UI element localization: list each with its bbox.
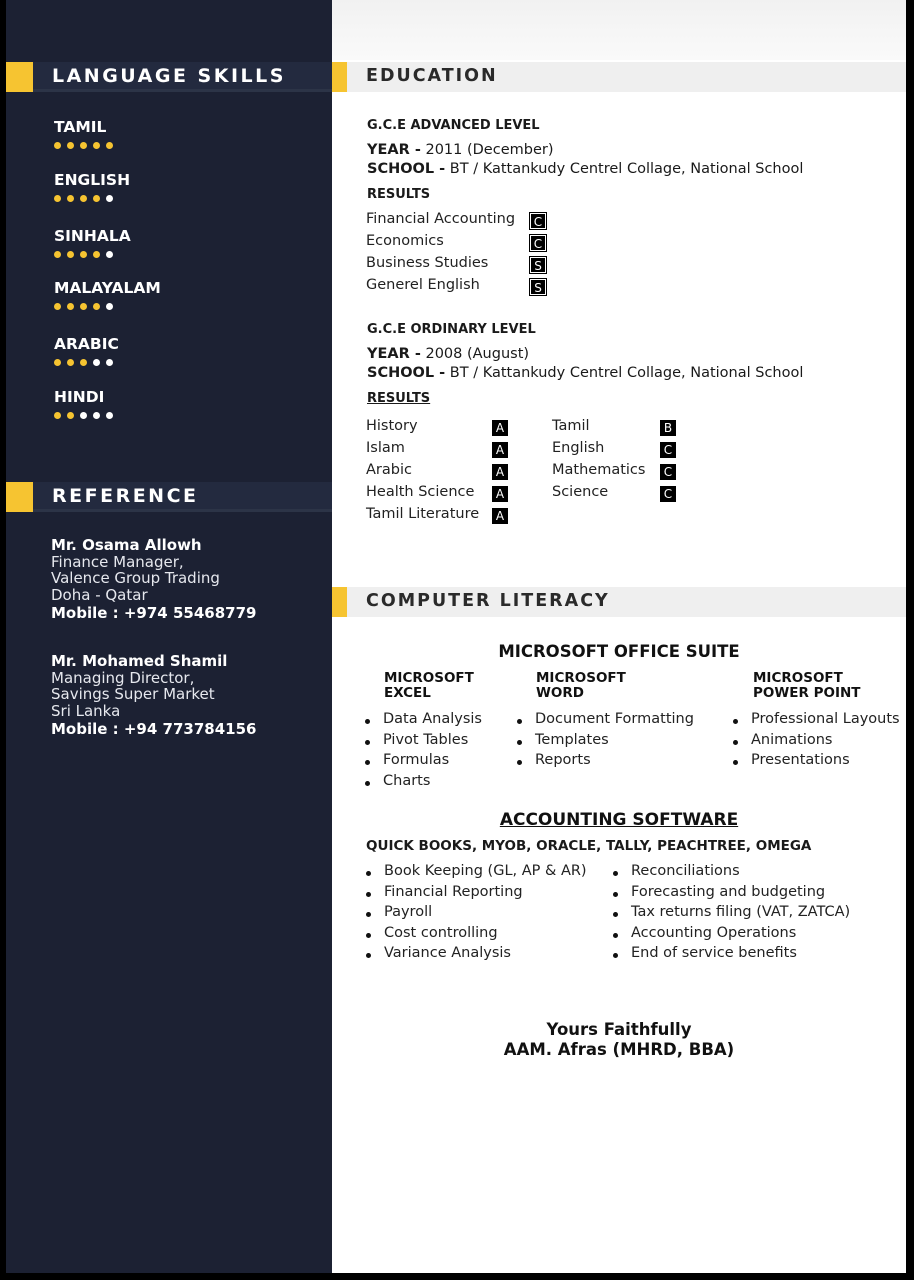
accent-bar (6, 482, 33, 512)
ol-school (367, 365, 803, 381)
rating-dot-filled (80, 303, 87, 310)
rating-dot-filled (54, 251, 61, 258)
ol-subject: History (366, 418, 418, 434)
resume-page (6, 0, 906, 1273)
list-item: Book Keeping (GL, AP & AR) (366, 863, 587, 884)
language-name: TAMIL (54, 118, 107, 136)
language-name: ARABIC (54, 335, 119, 353)
ol-grade: A (492, 464, 508, 480)
closing-text: Yours Faithfully (546, 1020, 692, 1039)
ol-grade: C (660, 464, 676, 480)
rating-dot-filled (67, 359, 74, 366)
rating-dot-filled (54, 359, 61, 366)
rating-dot-filled (80, 142, 87, 149)
list-item: Templates (517, 732, 694, 753)
rating-dot-filled (54, 412, 61, 419)
reference-position: Finance Manager, (51, 552, 184, 571)
al-results-label: RESULTS (367, 187, 431, 202)
al-subject: Business Studies (366, 255, 489, 271)
excel-heading (384, 671, 474, 701)
school-value: BT / Kattankudy Centrel Collage, National School (445, 365, 804, 381)
education-header (332, 62, 906, 92)
list-item: Reports (517, 752, 694, 773)
reference-position: Managing Director, (51, 668, 195, 687)
signature-block (332, 1020, 906, 1060)
reference-entry (51, 653, 321, 738)
reference-company: Savings Super Market (51, 685, 215, 703)
language-rating (54, 251, 254, 258)
rating-dot-filled (93, 142, 100, 149)
language-name: SINHALA (54, 227, 131, 245)
rating-dot-empty (106, 412, 113, 419)
language-rating (54, 142, 254, 149)
rating-dot-filled (67, 303, 74, 310)
ol-grade: A (492, 420, 508, 436)
rating-dot-filled (67, 195, 74, 202)
language-item (54, 388, 254, 419)
reference-mobile: Mobile : +94 773784156 (51, 720, 257, 738)
list-item: Tax returns filing (VAT, ZATCA) (613, 904, 850, 925)
rating-dot-empty (80, 412, 87, 419)
al-subject: Financial Accounting (366, 211, 516, 227)
school-value: BT / Kattankudy Centrel Collage, National School (445, 161, 804, 177)
al-year (367, 142, 553, 158)
list-item: Professional Layouts (733, 711, 900, 732)
year-label: YEAR - (367, 346, 421, 362)
rating-dot-filled (80, 251, 87, 258)
rating-dot-filled (80, 195, 87, 202)
rating-dot-empty (106, 251, 113, 258)
ol-grade: C (660, 442, 676, 458)
ol-year (367, 346, 529, 362)
office-suite-title: MICROSOFT OFFICE SUITE (498, 642, 740, 661)
accent-bar (332, 62, 347, 92)
language-rating (54, 195, 254, 202)
excel-heading-line1: MICROSOFT (384, 670, 474, 686)
language-item (54, 227, 254, 258)
list-item: Accounting Operations (613, 925, 850, 946)
accounting-skills-right (613, 863, 850, 966)
language-item (54, 118, 254, 149)
accent-bar (6, 62, 33, 92)
main-content (332, 0, 906, 1273)
rating-dot-filled (67, 142, 74, 149)
rating-dot-filled (54, 142, 61, 149)
rating-dot-filled (54, 195, 61, 202)
ol-grade: A (492, 486, 508, 502)
list-item: Animations (733, 732, 900, 753)
powerpoint-skills-list (733, 711, 900, 773)
language-skills-title: LANGUAGE SKILLS (52, 65, 286, 87)
list-item: End of service benefits (613, 945, 850, 966)
language-rating (54, 303, 254, 310)
powerpoint-heading-line2: POWER POINT (753, 685, 861, 701)
al-grade: C (530, 235, 546, 251)
al-grade: S (530, 279, 546, 295)
excel-heading-line2: EXCEL (384, 685, 431, 701)
list-item: Document Formatting (517, 711, 694, 732)
reference-title: REFERENCE (52, 485, 199, 507)
al-subject: Economics (366, 233, 444, 249)
reference-mobile: Mobile : +974 55468779 (51, 604, 257, 622)
al-heading: G.C.E ADVANCED LEVEL (367, 118, 540, 133)
list-item: Payroll (366, 904, 587, 925)
computer-literacy-title: COMPUTER LITERACY (366, 591, 610, 611)
language-item (54, 171, 254, 202)
language-item (54, 335, 254, 366)
ol-subject: Tamil (552, 418, 590, 434)
rating-dot-empty (106, 303, 113, 310)
rating-dot-filled (80, 359, 87, 366)
language-rating (54, 412, 254, 419)
powerpoint-heading-line1: MICROSOFT (753, 670, 843, 686)
ol-subject: English (552, 440, 605, 456)
year-value: 2011 (December) (420, 142, 554, 158)
powerpoint-heading (753, 671, 860, 701)
accounting-software-title: ACCOUNTING SOFTWARE (499, 810, 739, 830)
accounting-software-list: QUICK BOOKS, MYOB, ORACLE, TALLY, PEACHTREE, OMEGA (366, 838, 812, 854)
list-item: Variance Analysis (366, 945, 587, 966)
rating-dot-filled (93, 251, 100, 258)
rating-dot-filled (93, 303, 100, 310)
language-name: HINDI (54, 388, 105, 406)
rating-dot-filled (106, 142, 113, 149)
ol-subject: Science (552, 484, 609, 500)
reference-company: Valence Group Trading (51, 569, 220, 587)
list-item: Cost controlling (366, 925, 587, 946)
ol-results-label: RESULTS (367, 391, 431, 406)
school-label: SCHOOL - (367, 365, 446, 381)
language-item (54, 279, 254, 310)
list-item: Formulas (365, 752, 482, 773)
excel-skills-list (365, 711, 482, 793)
list-item: Data Analysis (365, 711, 482, 732)
al-subject: Generel English (366, 277, 480, 293)
ol-grade: A (492, 508, 508, 524)
word-heading-line2: WORD (536, 685, 584, 701)
rating-dot-filled (67, 412, 74, 419)
language-skills-header (6, 62, 332, 92)
ol-grade: B (660, 420, 676, 436)
ol-subject: Arabic (366, 462, 412, 478)
reference-location: Doha - Qatar (51, 585, 148, 604)
rating-dot-empty (106, 359, 113, 366)
list-item: Financial Reporting (366, 884, 587, 905)
rating-dot-filled (67, 251, 74, 258)
list-item: Forecasting and budgeting (613, 884, 850, 905)
ol-grade: A (492, 442, 508, 458)
ol-grade: C (660, 486, 676, 502)
ol-subject: Islam (366, 440, 405, 456)
word-heading-line1: MICROSOFT (536, 670, 626, 686)
rating-dot-empty (106, 195, 113, 202)
reference-entry (51, 537, 321, 622)
year-value: 2008 (August) (420, 346, 530, 362)
ol-subject: Health Science (366, 484, 475, 500)
top-shade (332, 0, 906, 60)
rating-dot-filled (93, 195, 100, 202)
education-title: EDUCATION (366, 66, 498, 86)
al-grade: S (530, 257, 546, 273)
sidebar (6, 0, 332, 1273)
ol-subject: Mathematics (552, 462, 646, 478)
language-rating (54, 359, 254, 366)
reference-name: Mr. Mohamed Shamil (51, 652, 228, 670)
school-label: SCHOOL - (367, 161, 446, 177)
ol-subject: Tamil Literature (366, 506, 480, 522)
list-item: Charts (365, 773, 482, 794)
language-name: ENGLISH (54, 171, 131, 189)
al-grade: C (530, 213, 546, 229)
accent-bar (332, 587, 347, 617)
ol-heading: G.C.E ORDINARY LEVEL (367, 322, 536, 337)
computer-literacy-header (332, 587, 906, 617)
accounting-skills-left (366, 863, 587, 966)
reference-header (6, 482, 332, 512)
signer-name: AAM. Afras (MHRD, BBA) (503, 1040, 735, 1059)
year-label: YEAR - (367, 142, 421, 158)
word-skills-list (517, 711, 694, 773)
reference-location: Sri Lanka (51, 701, 121, 720)
list-item: Reconciliations (613, 863, 850, 884)
al-school (367, 161, 803, 177)
rating-dot-empty (93, 359, 100, 366)
rating-dot-empty (93, 412, 100, 419)
list-item: Presentations (733, 752, 900, 773)
rating-dot-filled (54, 303, 61, 310)
list-item: Pivot Tables (365, 732, 482, 753)
language-name: MALAYALAM (54, 279, 161, 297)
reference-name: Mr. Osama Allowh (51, 536, 202, 554)
word-heading (536, 671, 626, 701)
